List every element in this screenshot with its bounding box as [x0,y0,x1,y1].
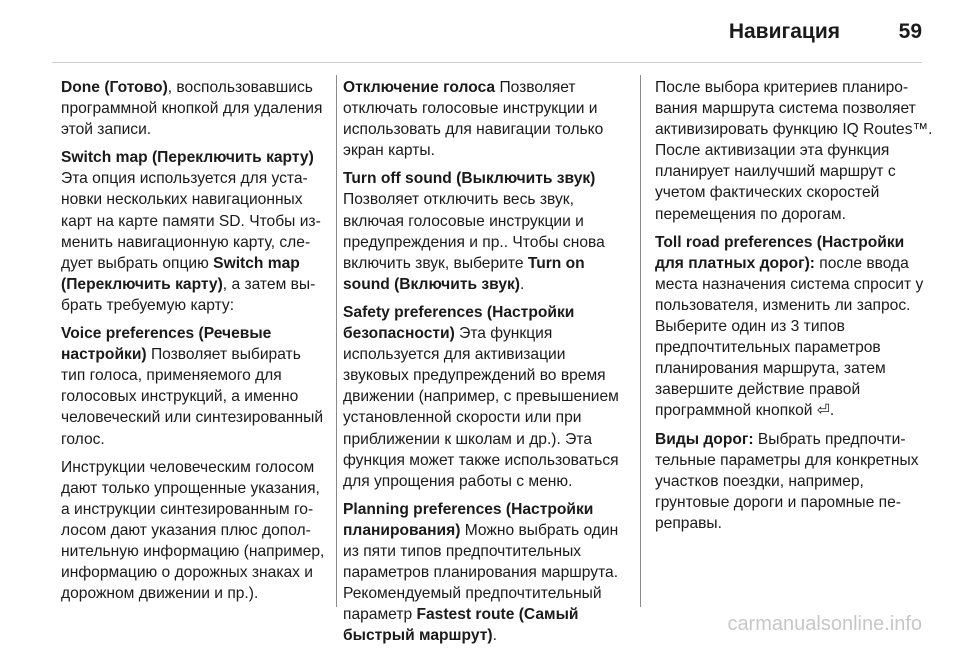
term-planning-preferences: Planning preferences (Настройки планирования) [343,500,594,539]
page-title: Навигация [728,20,840,43]
text: , воспользовавшись программной кнопкой для удаления этой записи. [61,79,323,139]
term-voice-preferences: Voice preferences (Речевые настройки) [61,325,272,364]
paragraph-voice-off [343,77,630,161]
text: , а затем выбрать требуемую карту: [61,275,316,314]
text: после ввода места назначения система спросит у пользователя, изменить ли запрос. Выберите один из 3 типов предпочтительных параметров планирования маршрута, затем завершите действие правой программной кнопкой ⏎. [655,254,924,420]
term-turn-off-sound: Turn off sound (Выключить звук) [343,170,596,188]
column-1 [61,77,327,611]
text: Позволяет выбирать тип голоса, применяемого для голосовых инструкций, а именно человеческий или синтезированный голос. [61,346,324,448]
text: . [520,275,525,293]
column-divider [640,75,641,607]
text: . [492,627,497,645]
paragraph-iq-routes: После выбора критериев планирования маршрута система позволяет активизировать функцию IQ Routes™. После активизации эта функция планирует наилучший маршрут с учетом фактических скоростей перемещения по дорогам. [655,79,933,223]
paragraph-voice-preferences [61,323,327,450]
paragraph-done [61,77,327,140]
text: Можно выбрать один из пяти типов предпочтительных параметров планирования маршрута. Рекомендуемый предпочтительный параметр [343,521,619,624]
term-turn-on-sound: Turn on sound (Включить звук) [343,254,585,293]
page-header [0,0,960,50]
header-divider [52,62,922,63]
paragraph-toll-road-preferences [655,232,933,422]
column-divider [336,75,337,607]
term-toll-road-preferences: Toll road preferences (Настройки для платных дорог): [655,233,905,272]
term-safety-preferences: Safety preferences (Настройки безопасности) [343,303,575,343]
paragraph-planning-preferences [343,499,630,647]
text: Эта опция используется для установки нескольких навигационных карт на карте памяти SD. Чтобы изменить навигационную карту, следует выбрать опцию [61,170,321,272]
term-switch-map: Switch map (Переключить карту) [61,149,314,167]
text: Позволяет отключить весь звук, включая голосовые инструкции и предупреждения и пр.. Чтобы снова включить звук, выберите [343,191,605,272]
paragraph-switch-map [61,147,327,316]
paragraph-safety-preferences [343,302,630,492]
paragraph-turn-off-sound [343,168,630,295]
text: Выбрать предпочтительные параметры для конкретных участков поездки, например, грунтовые дороги и паромные переправы. [655,430,919,532]
text: Эта функция используется для активизации звуковых предупреждений во время движении (например, с превышением установленной скорости или при приближении к школам и др.). Эта функция может также использоваться для упрощения работы с меню. [343,325,619,490]
paragraph-voice-instructions: Инструкции человеческим голосом дают только упрощенные указания, а инструкции синтезированным голосом дают указания плюс дополнительную информацию (например, информацию о дорожных знаках и дорожном движении и пр.). [61,458,325,603]
text: Позволяет отключать голосовые инструкции и использовать для навигации только экран карты. [343,79,604,160]
watermark: carmanualsonline.info [727,613,922,635]
term-fastest-route: Fastest route (Самый быстрый маршрут) [343,606,579,645]
term-voice-off: Отключение голоса [343,79,496,96]
column-3 [655,77,933,541]
term-road-types: Виды дорог: [655,430,754,448]
column-2 [343,77,630,653]
term-done: Done (Готово) [61,79,168,96]
page-number: 59 [898,20,922,43]
term-switch-map-inline: Switch map (Переключить карту) [61,254,300,293]
paragraph-road-types [655,429,933,534]
